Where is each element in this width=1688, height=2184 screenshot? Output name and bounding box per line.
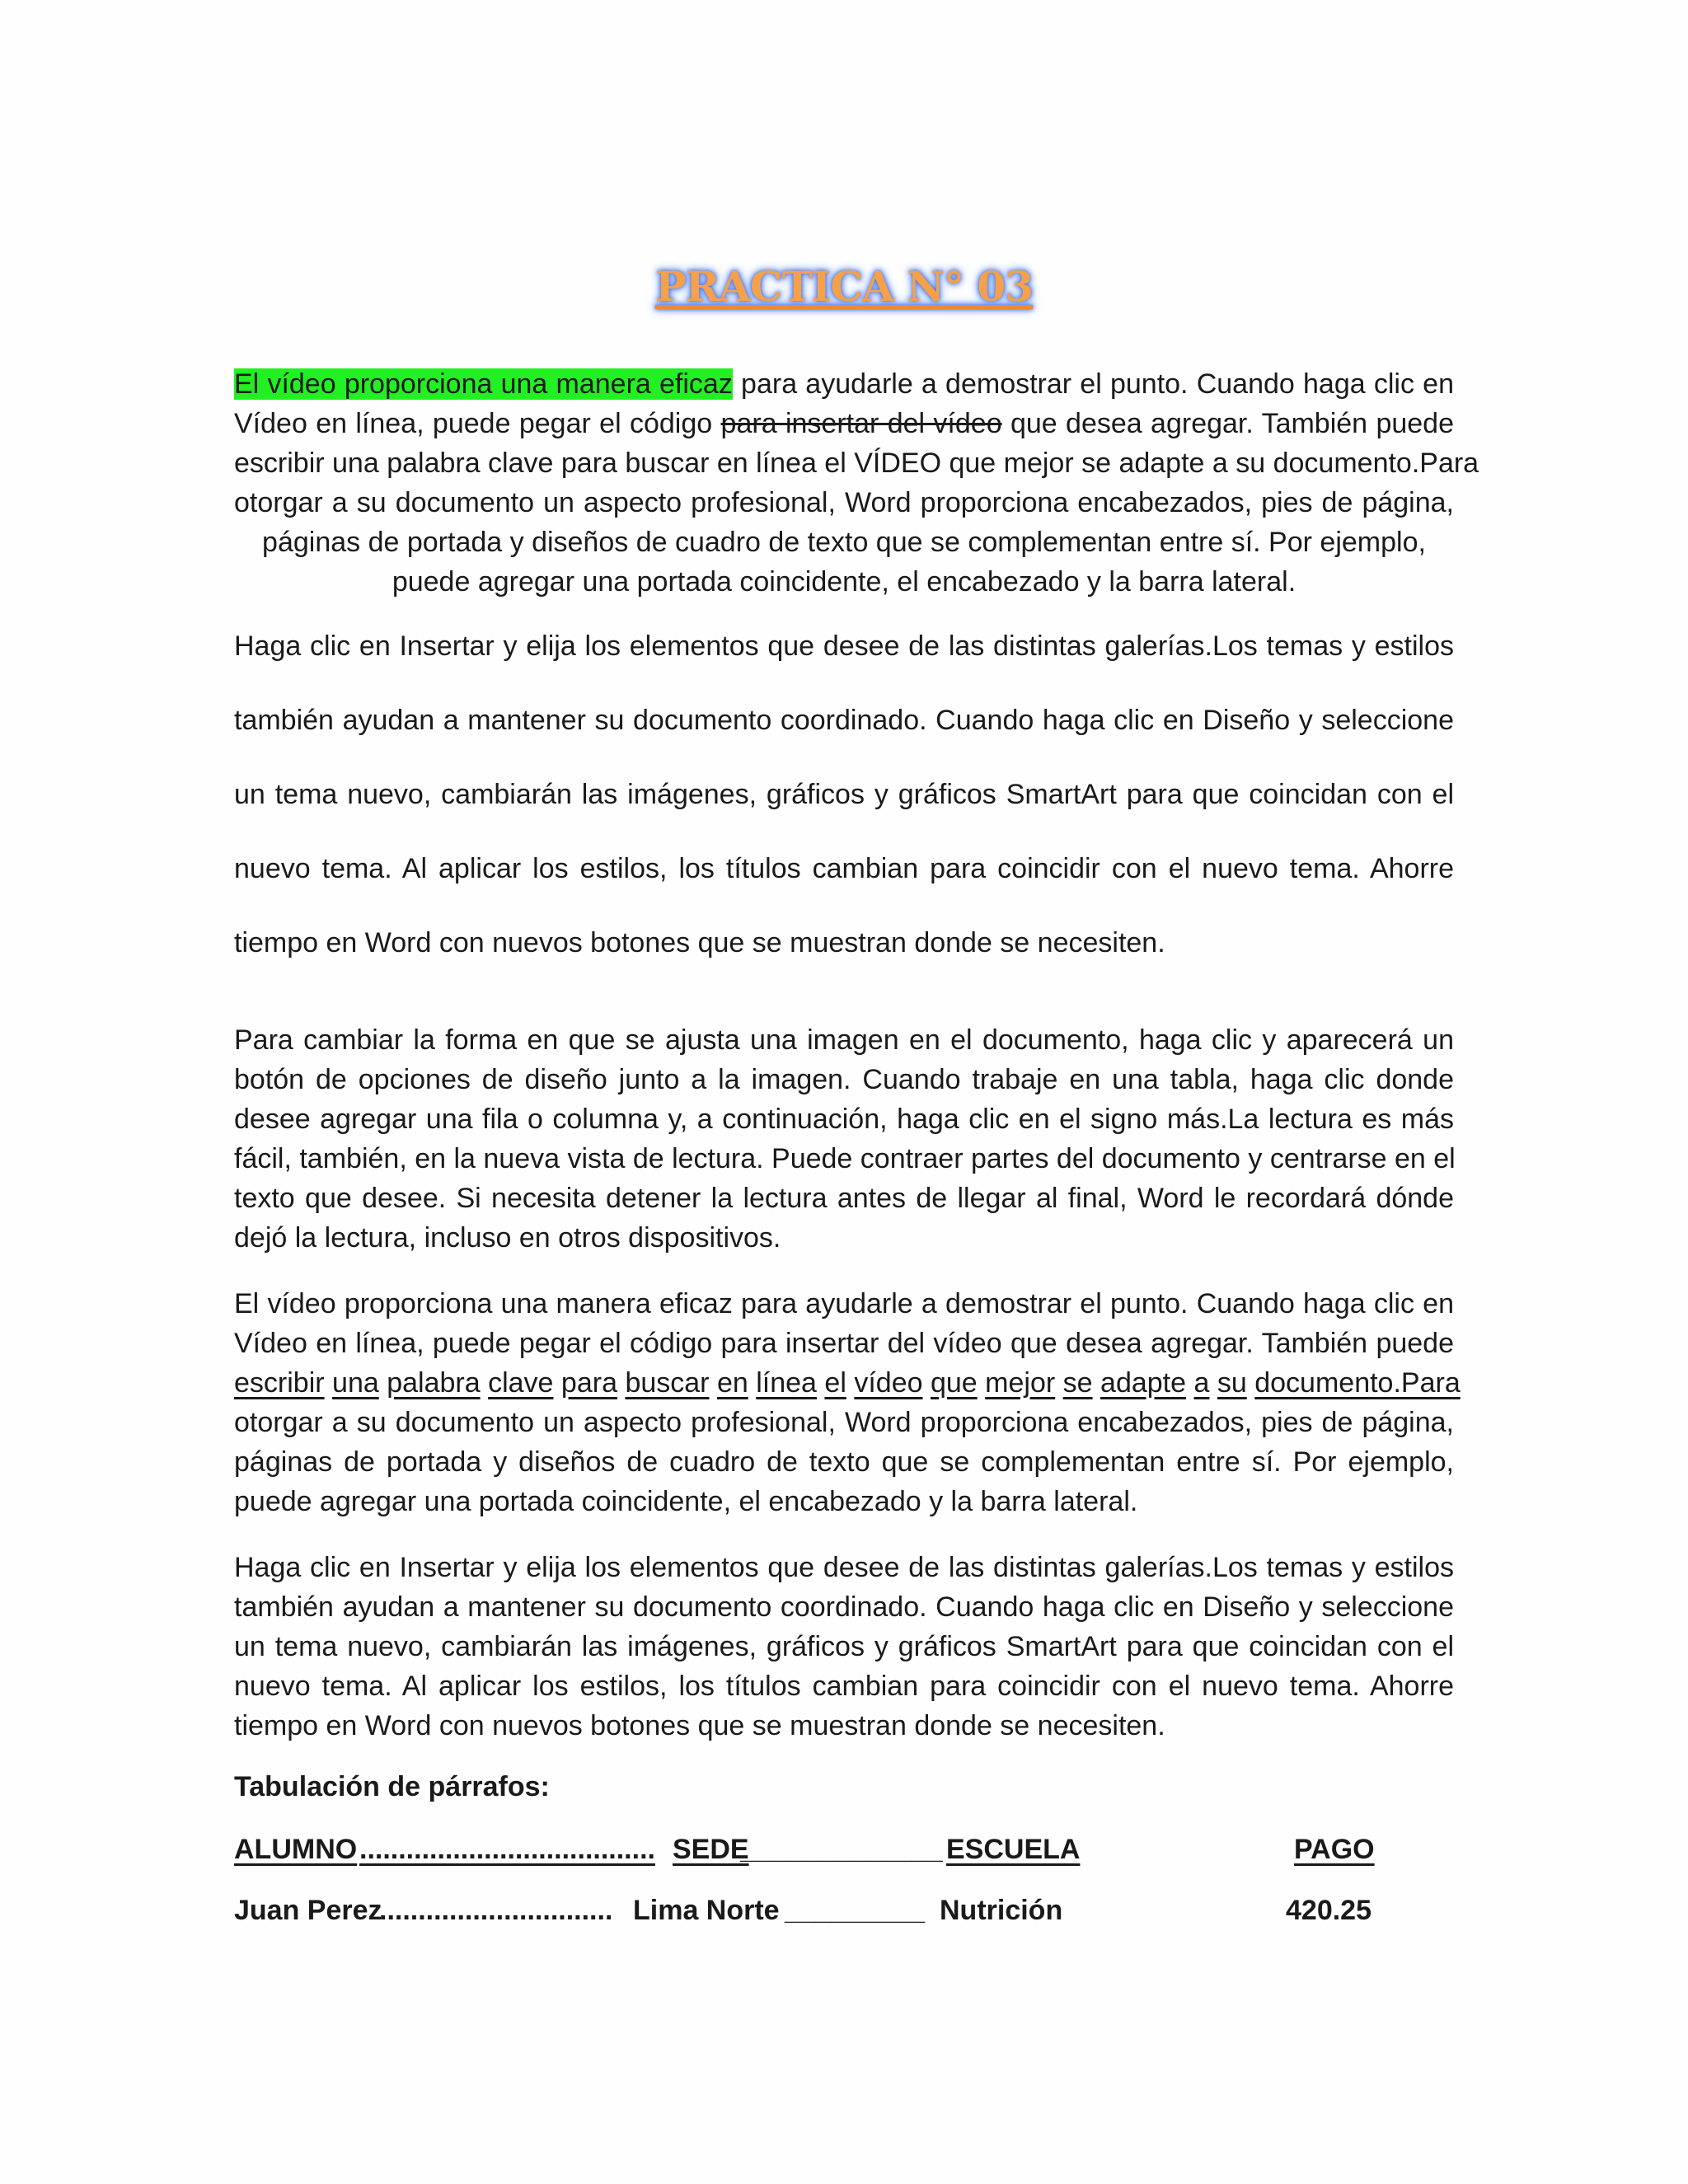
p1-line-6: puede agregar una portada coincidente, el encabezado y la barra lateral. [392,566,1296,598]
p3-line-1: Para cambiar la forma en que se ajusta una imagen en el documento, haga clic y aparecerá un [234,1024,1454,1056]
p1-line-4: otorgar a su documento un aspecto profesional, Word proporciona encabezados, pies de página, [234,487,1454,518]
header-sede: SEDE [673,1834,749,1865]
p5-line-3: un tema nuevo, cambiarán las imágenes, gráficos y gráficos SmartArt para que coincidan con el [234,1631,1454,1662]
document-page: PRACTICA N° 03 El vídeo proporciona una manera eficaz para ayudarle a demostrar el punto. Cuando haga clic en Vídeo en línea, puede pegar el código para insertar del vídeo que desea agregar. También puede escribir una palabra clave para buscar en línea el VÍDEO que mejor se adapte a su documento.Para otorgar a su documento un aspecto profesional, Word proporciona encabezados, pies de página, páginas de portada y diseños de cuadro de texto que se complementan entre sí. Por ejemplo, puede agregar una portada coincidente, el encabezado y la barra lateral. Haga clic en Insertar y elija los elementos que desee de las distintas galerías.Los temas y estilos también ayudan a mantener su documento coordinado. Cuando haga clic en Diseño y seleccione un tema nuevo, cambiarán las imágenes, gráficos y gráficos SmartArt para que coincidan con el nuevo tema. Al aplicar los estilos, los títulos cambian para coincidir con el nuevo tema. Ahorre tiempo en Word con nuevos botones que se muestran donde se necesiten. Para cambiar la forma en que se ajusta una imagen en el documento, haga clic y aparecerá un botón de opciones de diseño junto a la imagen. Cuando trabaje en una tabla, haga clic donde desee agregar una fila o columna y, a continuación, haga clic en el signo más.La lectura es más fácil, también, en la nueva vista de lectura. Puede contraer partes del documento y centrarse en el texto que desee. Si necesita detener la lectura antes de llegar al final, Word le recordará dónde dejó la lectura, incluso en otros dispositivos. El vídeo proporciona una manera eficaz para ayudarle a demostrar el punto. Cuando haga clic en Vídeo en línea, puede pegar el código para insertar del vídeo que desea agregar. También puede escribir una palabra clave para buscar en línea el vídeo que mejor se adapte a su documento.Para otorgar a su documento un aspecto profesional, Word proporciona encabezados, pies de página, páginas de portada y diseños de cuadro de texto que se complementan entre sí. Por ejemplo, puede agregar una portada coincidente, el encabezado y la barra lateral. Haga clic en Insertar y elija los elementos que desee de las distintas galerías.Los temas y estilos también ayudan a mantener su documento coordinado. Cuando haga clic en Diseño y seleccione un tema nuevo, cambiarán las imágenes, gráficos y gráficos SmartArt para que coincidan con el nuevo tema. Al aplicar los estilos, los títulos cambian para coincidir con el nuevo tema. Ahorre tiempo en Word con nuevos botones que se muestran donde se necesiten. Tabulación de párrafos: ALUMNO ...................................... SEDE _____________ ESCUELA PAGO Juan Perez .............................. Lima Norte _________ Nutrición 420.25 [0,0,1688,2184]
p2-line-5: tiempo en Word con nuevos botones que se muestran donde se necesiten. [234,927,1165,958]
p5-line-2: también ayudan a mantener su documento coordinado. Cuando haga clic en Diseño y seleccione [234,1591,1454,1623]
row-escuela: Nutrición [940,1895,1063,1926]
document-title: PRACTICA N° 03 [654,262,1034,311]
row-dots: .............................. [379,1895,613,1926]
p4-line-6: puede agregar una portada coincidente, el encabezado y la barra lateral. [234,1486,1138,1517]
p1-line-3: escribir una palabra clave para buscar en línea el VÍDEO que mejor se adapte a su documento.Para [234,448,1479,479]
p4-line-5: páginas de portada y diseños de cuadro de texto que se complementan entre sí. Por ejemplo, [234,1446,1454,1478]
p3-line-4: fácil, también, en la nueva vista de lectura. Puede contraer partes del documento y centrarse en el [234,1143,1456,1174]
p4-line-4: otorgar a su documento un aspecto profesional, Word proporciona encabezados, pies de página, [234,1407,1454,1438]
p1-line-2: Vídeo en línea, puede pegar el código para insertar del vídeo que desea agregar. También puede [234,408,1454,439]
row-alumno: Juan Perez [234,1895,382,1926]
header-alumno: ALUMNO [234,1834,358,1865]
p2-line-3: un tema nuevo, cambiarán las imágenes, gráficos y gráficos SmartArt para que coincidan con el [234,779,1454,810]
p3-line-6: dejó la lectura, incluso en otros dispositivos. [234,1222,781,1254]
p2-line-1: Haga clic en Insertar y elija los elementos que desee de las distintas galerías.Los temas y estilos [234,630,1454,662]
p2-line-4: nuevo tema. Al aplicar los estilos, los títulos cambian para coincidir con el nuevo tema. Ahorre [234,853,1454,884]
p4-line-1: El vídeo proporciona una manera eficaz para ayudarle a demostrar el punto. Cuando haga clic en [234,1288,1454,1319]
p5-line-1: Haga clic en Insertar y elija los elementos que desee de las distintas galerías.Los temas y estilos [234,1552,1454,1583]
p3-line-5: texto que desee. Si necesita detener la lectura antes de llegar al final, Word le recordará dónde [234,1183,1454,1214]
p1-line-5: páginas de portada y diseños de cuadro de texto que se complementan entre sí. Por ejemplo, [262,527,1426,558]
p4-line-2: Vídeo en línea, puede pegar el código para insertar del vídeo que desea agregar. También puede [234,1328,1454,1359]
header-dots: ...................................... [359,1834,655,1865]
row-pago: 420.25 [1286,1895,1372,1926]
row-line: _________ [785,1895,926,1926]
strikethrough-text: para insertar del vídeo [720,408,1002,439]
p5-line-5: tiempo en Word con nuevos botones que se muestran donde se necesiten. [234,1710,1165,1741]
p4-line-3-underlined: escribir una palabra clave para buscar en línea el vídeo que mejor se adapte a su documento.Para [234,1367,1461,1399]
p3-line-3: desee agregar una fila o columna y, a continuación, haga clic en el signo más.La lectura es más [234,1104,1454,1135]
p5-line-4: nuevo tema. Al aplicar los estilos, los títulos cambian para coincidir con el nuevo tema. Ahorre [234,1671,1454,1702]
p3-line-2: botón de opciones de diseño junto a la imagen. Cuando trabaje en una tabla, haga clic donde [234,1064,1454,1095]
header-line: _____________ [740,1834,943,1865]
header-pago: PAGO [1294,1834,1375,1865]
p2-line-2: también ayudan a mantener su documento coordinado. Cuando haga clic en Diseño y seleccione [234,705,1454,736]
p1-line-1: El vídeo proporciona una manera eficaz para ayudarle a demostrar el punto. Cuando haga clic en [234,368,1454,400]
row-sede: Lima Norte [633,1895,780,1926]
header-escuela: ESCUELA [946,1834,1081,1865]
highlighted-text: El vídeo proporciona una manera eficaz [234,368,733,400]
